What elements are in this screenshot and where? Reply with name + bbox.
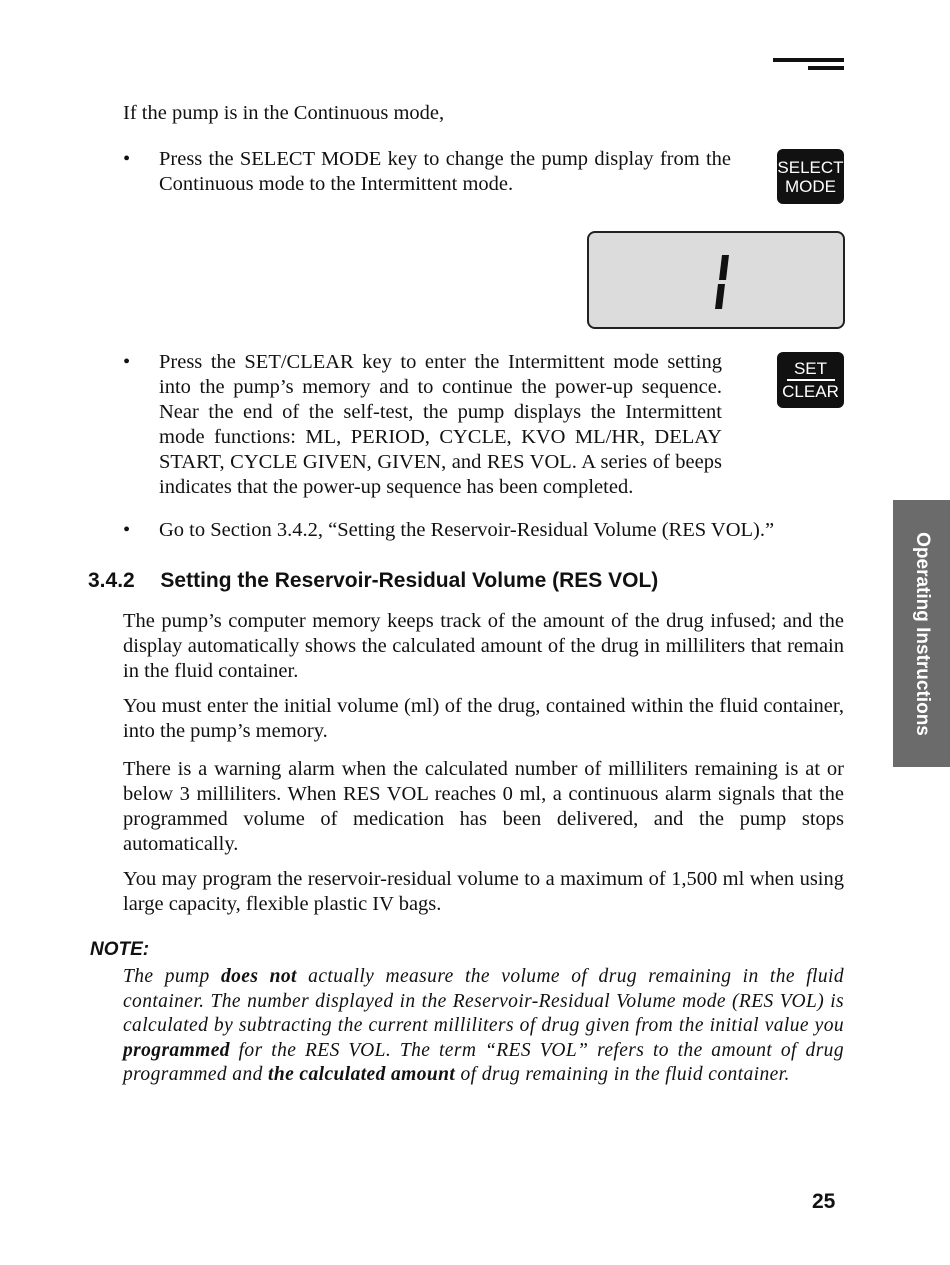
header-rule-short (808, 66, 844, 70)
intro-text: If the pump is in the Continuous mode, (123, 102, 445, 124)
section-number: 3.4.2 (88, 569, 135, 592)
note-text-part: for the RES VOL. The term “RES VOL” refers to the amount of drug programmed and (123, 1039, 844, 1086)
header-rule-long (773, 58, 844, 62)
bullet-marker: • (123, 519, 131, 541)
paragraph-initial-volume: You must enter the initial volume (ml) of the drug, contained within the fluid container, into the pump’s memory. (123, 695, 844, 742)
lcd-display (587, 231, 845, 329)
note-text-part: actually measure the volume of drug remaining in the fluid container. The number displayed in the Reservoir-Residual Volume mode (RES VOL) is calculated by subtracting the current milliliters of drug given from the initial value you (123, 966, 844, 1037)
lcd-digit (589, 233, 590, 234)
side-tab-operating-instructions (893, 500, 950, 767)
bullet-text-go-to-section: Go to Section 3.4.2, “Setting the Reservoir-Residual Volume (RES VOL).” (159, 519, 775, 541)
set-clear-key-divider (787, 379, 835, 381)
bullet-marker: • (123, 148, 131, 170)
paragraph-warning-alarm: There is a warning alarm when the calculated number of milliliters remaining is at or below 3 milliliters. When RES VOL reaches 0 ml, a continuous alarm signals that the programmed volume of medication has been delivered, and the pump stops automatically. (123, 758, 844, 855)
note-emphasis-calculated-amount: the calculated amount (268, 1064, 456, 1086)
note-text-part: The pump (123, 966, 221, 987)
set-clear-key-line1: SET (793, 359, 828, 379)
page-number: 25 (812, 1190, 836, 1213)
paragraph-maximum: You may program the reservoir-residual volume to a maximum of 1,500 ml when using large capacity, flexible plastic IV bags. (123, 868, 844, 915)
note-text-part: of drug remaining in the fluid container. (455, 1064, 790, 1086)
paragraph-memory: The pump’s computer memory keeps track of the amount of the drug infused; and the display automatically shows the calculated amount of the drug in milliliters that remain in the fluid container. (123, 610, 844, 682)
bullet-text-set-clear-content: Press the SET/CLEAR key to enter the Intermittent mode setting into the pump’s memory and to continue the power-up sequence. Near the end of the self-test, the pump displays the Intermittent mode functions: ML, PERIOD, CYCLE, KVO ML/HR, DELAY START, CYCLE GIVEN, GIVEN, and RES VOL. A series of beeps indicates that the power-up sequence has been completed. (159, 351, 722, 498)
note-text (123, 965, 844, 1088)
note-emphasis-does-not: does not (221, 966, 297, 987)
set-clear-key-line2: CLEAR (782, 381, 839, 401)
select-mode-key-line1: SELECT (777, 157, 844, 177)
bullet-text-set-clear (159, 350, 844, 500)
note-emphasis-programmed: programmed (123, 1039, 230, 1061)
side-tab-label: Operating Instructions (911, 531, 933, 736)
select-mode-key-icon (777, 149, 844, 204)
bullet-text-select-mode: Press the SELECT MODE key to change the pump display from the Continuous mode to the Intermittent mode. (159, 148, 731, 195)
note-label: NOTE: (90, 939, 150, 960)
bullet-marker: • (123, 351, 131, 373)
seven-segment-digit-icon (589, 233, 843, 327)
select-mode-key-line2: MODE (785, 176, 836, 196)
section-title: Setting the Reservoir-Residual Volume (RES VOL) (160, 569, 659, 592)
set-clear-key-icon (777, 352, 844, 408)
section-heading (88, 568, 658, 594)
